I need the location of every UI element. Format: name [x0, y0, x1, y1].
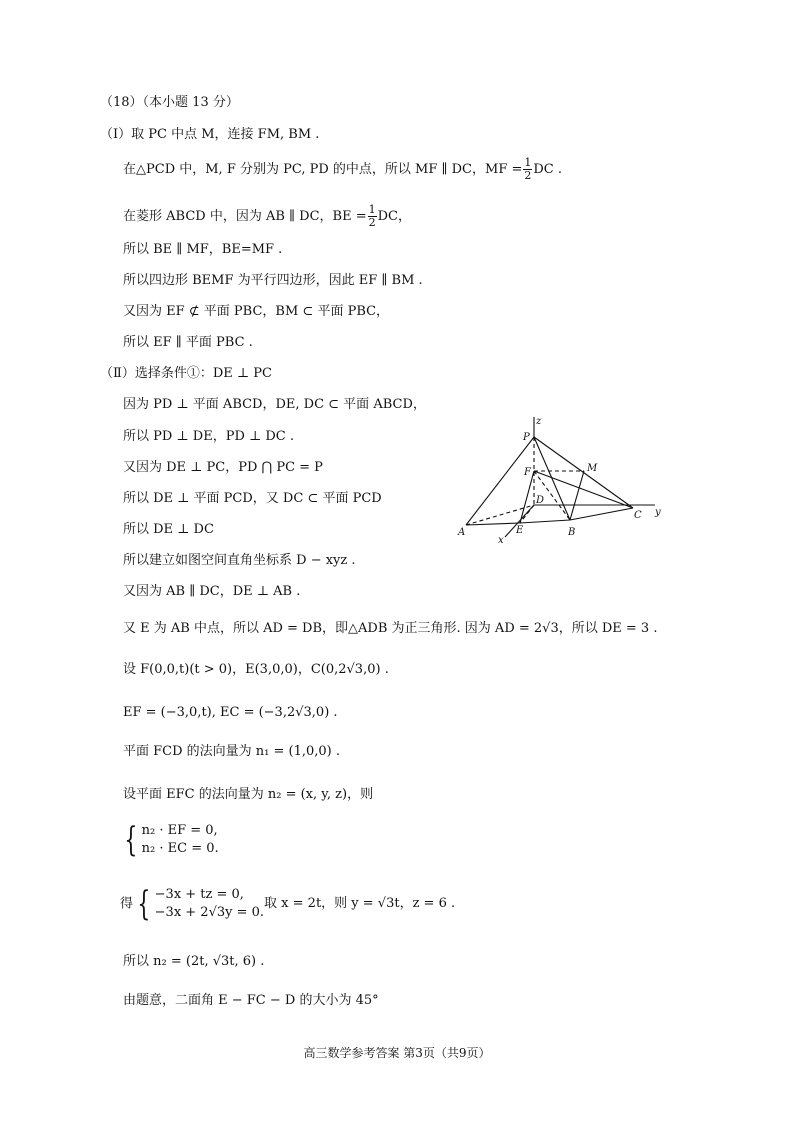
page-footer: 高三数学参考答案 第3页（共9页） — [303, 1046, 491, 1060]
step-de-pc: 又因为 DE ⊥ PC，PD ⋂ PC = P — [123, 460, 323, 475]
label-M: M — [587, 463, 598, 474]
brace: { — [137, 884, 151, 924]
step-text: 得 — [120, 896, 134, 912]
fraction-half: $\frac{1}{2}$ — [524, 156, 532, 182]
step-conclusion-1: 所以 EF ∥ 平面 PBC . — [123, 335, 253, 350]
label-P: P — [523, 432, 530, 443]
step-vectors: EF = (−3,0,t), EC = (−3,2√3,0) . — [123, 705, 338, 720]
step-coordinate-system: 所以建立如图空间直角坐标系 D − xyz . — [123, 553, 356, 568]
step-n2-result: 所以 n₂ = (2t, √3t, 6) . — [123, 954, 265, 969]
step-text: 在菱形 ABCD 中，因为 AB ∥ DC，BE = — [123, 209, 367, 224]
edge-AE — [466, 523, 520, 525]
label-B: B — [568, 527, 576, 538]
problem-number: （18）（本小题 13 分） — [100, 95, 239, 110]
equation-line: −3x + tz = 0, — [154, 887, 244, 902]
label-D: D — [536, 495, 545, 506]
label-A: A — [458, 527, 466, 538]
step-dihedral-angle: 由题意，二面角 E − FC − D 的大小为 45° — [123, 993, 379, 1008]
equation-line: n₂ · EC = 0. — [141, 841, 219, 856]
equation-system-2 — [120, 886, 455, 922]
step-de-dc: 所以 DE ⊥ DC — [123, 522, 214, 537]
label-E: E — [516, 525, 524, 536]
brace: { — [124, 820, 138, 860]
step-text: DC . — [533, 162, 563, 177]
part-1-heading: （Ⅰ）取 PC 中点 M，连接 FM, BM . — [100, 127, 320, 142]
edge-EB — [520, 520, 570, 523]
label-y: y — [655, 507, 661, 518]
step-be-half — [123, 204, 411, 229]
segment-EF — [520, 471, 534, 523]
step-ab-dc: 又因为 AB ∥ DC，DE ⊥ AB . — [123, 584, 301, 599]
segment-BM — [570, 471, 584, 520]
part-2-heading: （Ⅱ）选择条件①：DE ⊥ PC — [100, 366, 272, 381]
equation-line: −3x + 2√3y = 0. — [154, 905, 265, 920]
segment-FC — [534, 471, 633, 508]
label-z: z — [536, 416, 542, 427]
equation-line: n₂ · EF = 0, — [141, 823, 218, 838]
step-mf-parallel — [123, 157, 562, 182]
step-normal-n2: 设平面 EFC 的法向量为 n₂ = (x, y, z)，则 — [123, 787, 374, 802]
step-parallelogram: 所以四边形 BEMF 为平行四边形，因此 EF ∥ BM . — [123, 273, 423, 288]
step-de-value: 又 E 为 AB 中点，所以 AD = DB，即△ADB 为正三角形. 因为 AD = 2√3，所以 DE = 3 . — [123, 621, 658, 636]
fraction-half: $\frac{1}{2}$ — [368, 203, 376, 229]
step-points: 设 F(0,0,t)(t > 0)，E(3,0,0)，C(0,2√3,0) . — [123, 662, 389, 677]
step-text: 在△PCD 中，M, F 分别为 PC, PD 的中点，所以 MF ∥ DC，MF = — [123, 162, 523, 177]
step-text: 取 x = 2t，则 y = √3t，z = 6 . — [264, 896, 456, 911]
step-text: DC， — [377, 209, 411, 224]
step-pd-perp: 因为 PD ⊥ 平面 ABCD，DE, DC ⊂ 平面 ABCD， — [123, 397, 426, 412]
equation-system-1 — [120, 822, 219, 858]
edge-BC — [570, 508, 633, 520]
step-pd-de: 所以 PD ⊥ DE，PD ⊥ DC . — [123, 429, 294, 444]
label-x: x — [498, 535, 504, 546]
pyramid-figure — [450, 415, 680, 550]
label-C: C — [634, 510, 642, 521]
step-de-plane: 所以 DE ⊥ 平面 PCD，又 DC ⊂ 平面 PCD — [123, 491, 382, 506]
edge-PA — [466, 437, 534, 525]
step-be-mf: 所以 BE ∥ MF，BE=MF . — [123, 242, 283, 257]
step-ef-not-in-plane: 又因为 EF ⊄ 平面 PBC，BM ⊂ 平面 PBC， — [123, 304, 390, 319]
label-F: F — [524, 467, 531, 478]
step-normal-n1: 平面 FCD 的法向量为 n₁ = (1,0,0) . — [123, 744, 341, 759]
